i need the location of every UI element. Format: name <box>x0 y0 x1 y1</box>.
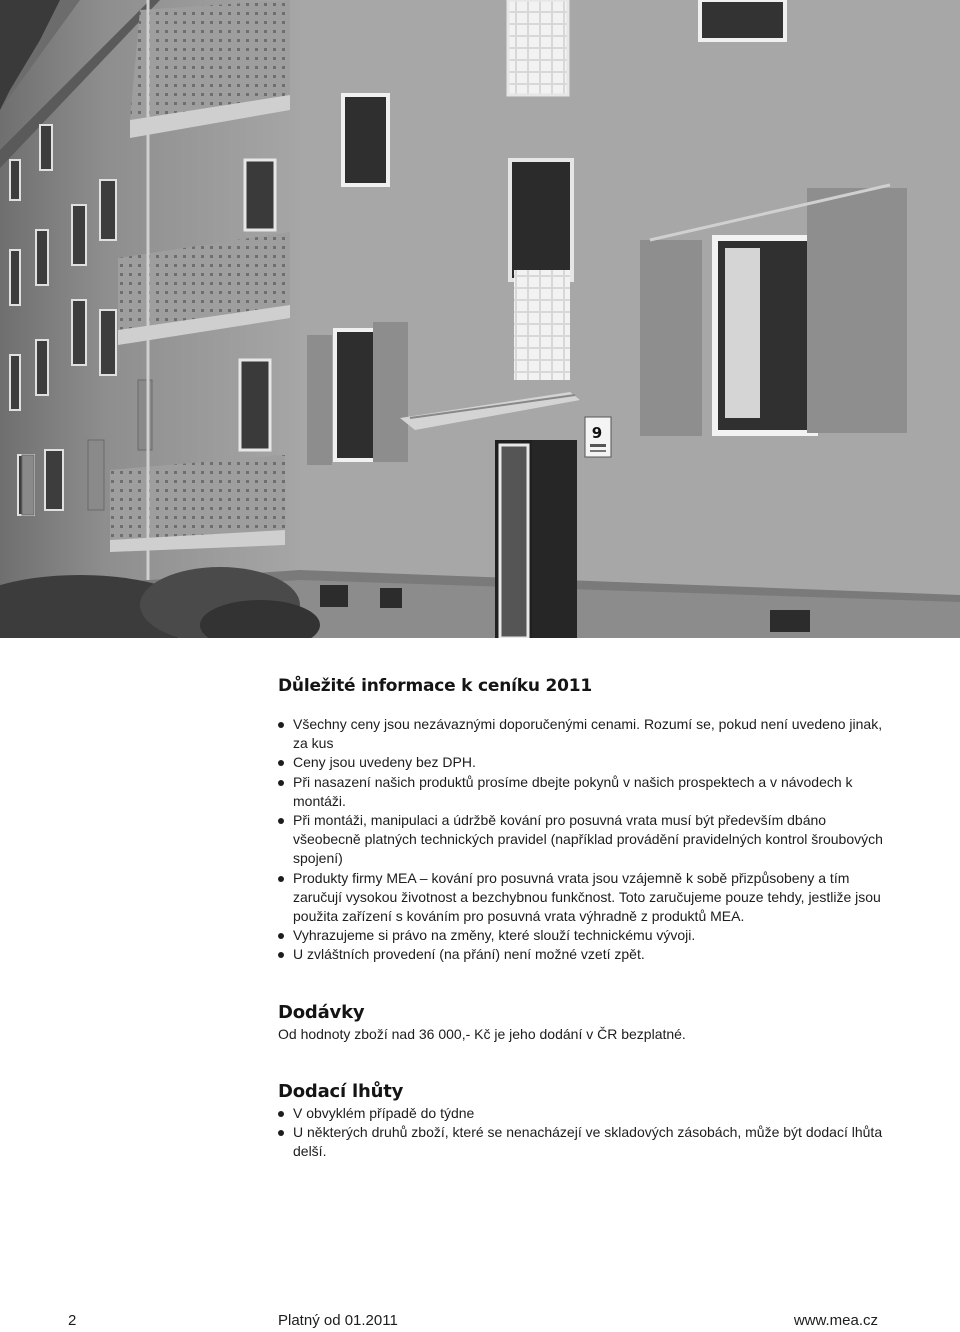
list-item: Při nasazení našich produktů prosíme dbejte pokynů v našich prospektech a v návodech k montáži. <box>278 773 888 811</box>
list-item: U zvláštních provedení (na přání) není možné vzetí zpět. <box>278 945 888 964</box>
valid-from-label: Platný od 01.2011 <box>278 1312 398 1329</box>
list-item: Produkty firmy MEA – kování pro posuvná vrata jsou vzájemně k sobě přizpůsobeny a tím zaručují vysokou životnost a bezchybnou funkčnost. Toto zaručujeme pouze tehdy, jestliže jsou použita zařízení s kováním pro posuvná vrata výhradně z produktů MEA. <box>278 869 888 927</box>
building-facade-photo <box>0 0 960 638</box>
page-number: 2 <box>68 1312 77 1329</box>
list-item: V obvyklém případě do týdne <box>278 1104 888 1123</box>
delivery-heading: Dodávky <box>278 1001 365 1023</box>
list-item: Všechny ceny jsou nezávaznými doporučenými cenami. Rozumí se, pokud není uvedeno jinak, za kus <box>278 715 888 753</box>
website-link[interactable]: www.mea.cz <box>793 1312 878 1329</box>
list-item: U některých druhů zboží, které se nenacházejí ve skladových zásobách, může být dodací lhůta delší. <box>278 1123 888 1161</box>
list-item: Ceny jsou uvedeny bez DPH. <box>278 753 888 772</box>
list-item: Vyhrazujeme si právo na změny, které slouží technickému vývoji. <box>278 926 888 945</box>
price-list-info <box>278 676 888 1161</box>
list-item: Při montáži, manipulaci a údržbě kování pro posuvná vrata musí být především dbáno všeobecně platných technických pravidel (například provádění pravidelných kontrol šroubových spojení) <box>278 811 888 869</box>
delivery-terms-list <box>278 1104 888 1162</box>
house-number-sign: 9 <box>591 424 603 442</box>
info-list <box>278 715 888 965</box>
info-heading: Důležité informace k ceníku 2011 <box>278 676 592 696</box>
delivery-terms-heading: Dodací lhůty <box>278 1080 404 1102</box>
delivery-text: Od hodnoty zboží nad 36 000,- Kč je jeho dodání v ČR bezplatné. <box>278 1025 686 1042</box>
